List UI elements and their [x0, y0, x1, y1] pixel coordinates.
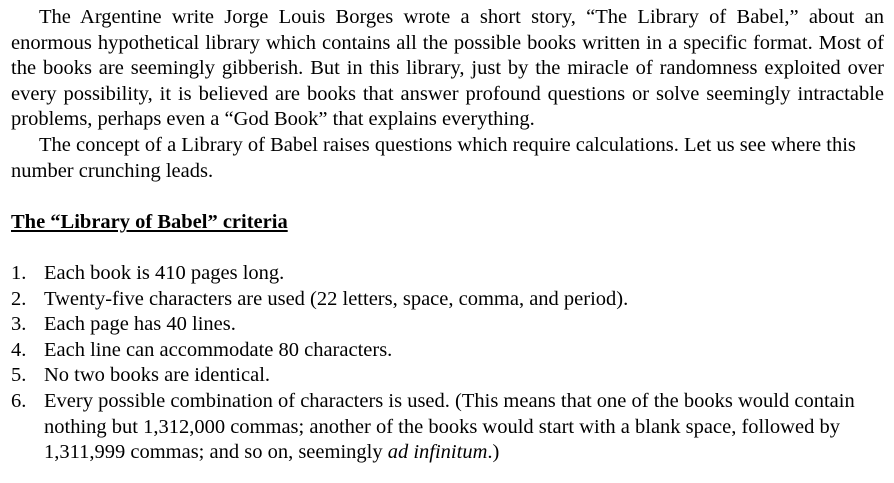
- list-item-text-end: .): [487, 441, 500, 464]
- list-item-text: No two books are identical.: [44, 364, 271, 387]
- list-item-number: 6.: [11, 389, 27, 412]
- spacer: [11, 184, 884, 210]
- italic-phrase: ad infinitum: [387, 441, 488, 464]
- list-item-text-main: Every possible combination of characters is used. (This means that one of the books would contain nothing but 1,312,000 commas; another of the books would start with a blank space, followed by 1,311,999 commas; and so on, seemingly: [44, 389, 855, 464]
- list-item-number: 5.: [11, 364, 27, 387]
- criteria-list: [11, 261, 884, 466]
- list-item: [11, 312, 884, 338]
- list-item-number: 1.: [11, 261, 27, 284]
- list-item-text: Each book is 410 pages long.: [44, 261, 285, 284]
- list-item-text: Each page has 40 lines.: [44, 313, 236, 336]
- list-item-text: [44, 389, 884, 466]
- list-item: [11, 287, 884, 313]
- list-item-number: 2.: [11, 287, 27, 310]
- section-heading: The “Library of Babel” criteria: [11, 210, 288, 233]
- list-item-text: Each line can accommodate 80 characters.: [44, 338, 393, 361]
- list-item: [11, 389, 884, 466]
- list-item-number: 4.: [11, 338, 27, 361]
- list-item-number: 3.: [11, 313, 27, 336]
- list-item-text: Twenty-five characters are used (22 letters, space, comma, and period).: [44, 287, 629, 310]
- concept-paragraph: The concept of a Library of Babel raises questions which require calculations. Let us see where this number crunching leads.: [11, 133, 856, 182]
- list-item: [11, 363, 884, 389]
- intro-paragraph: The Argentine write Jorge Louis Borges wrote a short story, “The Library of Babel,” about an enormous hypothetical library which contains all the possible books written in a specific format. Most of the books are seemingly gibberish. But in this library, just by the miracle of randomness exploited over every possibility, it is believed are books that answer profound questions or solve seemingly intractable problems, perhaps even a “God Book” that explains everything.: [11, 6, 884, 131]
- list-item: [11, 261, 884, 287]
- list-item: [11, 338, 884, 364]
- spacer: [11, 235, 884, 261]
